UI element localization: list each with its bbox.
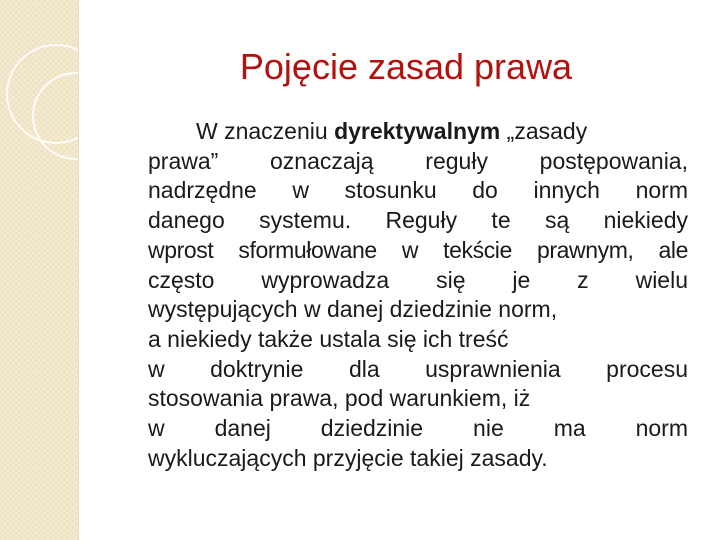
sidebar-divider [78, 0, 79, 540]
slide-title: Pojęcie zasad prawa [239, 46, 573, 87]
body-line: w danej dziedzinie nie ma norm [148, 415, 688, 442]
body-line: nadrzędne w stosunku do innych norm [148, 177, 688, 204]
decorative-sidebar [0, 0, 78, 540]
bold-term: dyrektywalnym [334, 118, 501, 144]
body-text-segment: W znaczeniu [196, 118, 335, 144]
body-line: w doktrynie dla usprawnienia procesu [148, 355, 688, 382]
body-line: często wyprowadza się je z wielu [148, 266, 688, 293]
body-line: a niekiedy także ustala się ich treść [148, 325, 509, 352]
body-line: prawa” oznaczają reguły postępowania, [148, 147, 688, 174]
body-line [148, 117, 688, 147]
body-line: wykluczających przyjęcie takiej zasady. [148, 444, 548, 471]
body-line: stosowania prawa, pod warunkiem, iż [148, 385, 531, 412]
body-line: wprost sformułowane w tekście prawnym, ale [148, 236, 688, 263]
body-line: danego systemu. Reguły te są niekiedy [148, 207, 688, 234]
body-line: występujących w danej dziedzinie norm, [148, 296, 558, 323]
slide-body [148, 117, 688, 473]
body-text-segment: „zasady [500, 118, 588, 144]
